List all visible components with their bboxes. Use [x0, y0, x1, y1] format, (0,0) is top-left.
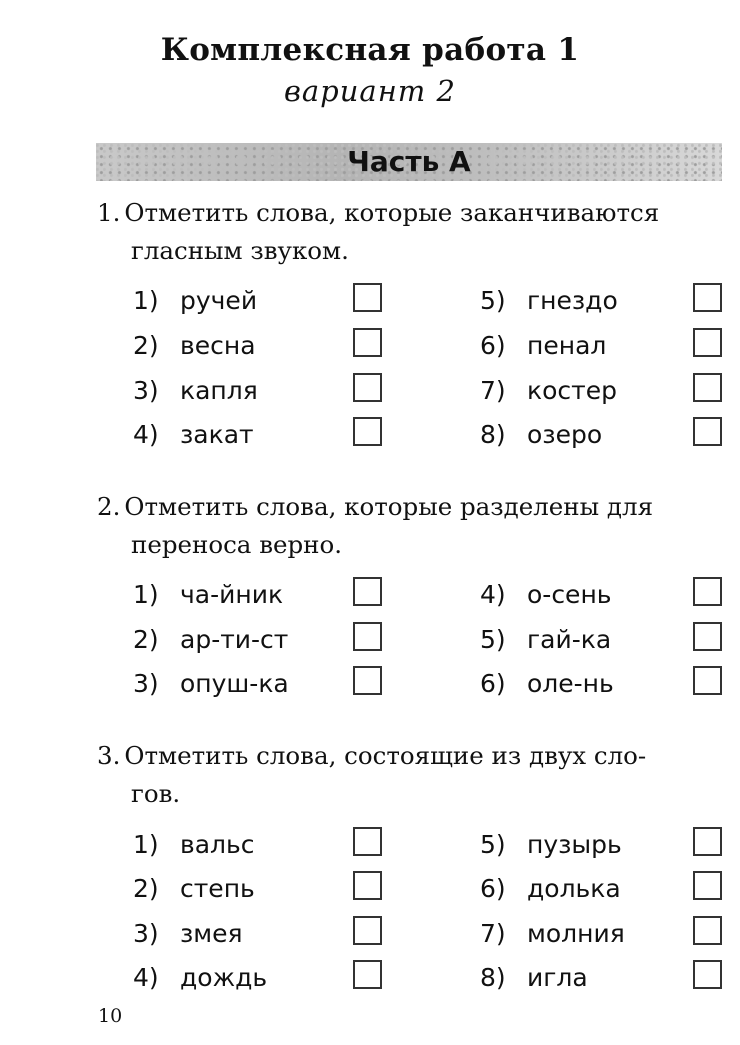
answer-checkbox[interactable]: [353, 871, 382, 900]
option-word: молния: [527, 919, 625, 948]
answer-option: [133, 622, 288, 658]
option-word: ча-йник: [180, 580, 284, 609]
option-word: дождь: [180, 963, 268, 992]
answer-option: [480, 283, 618, 319]
answer-checkbox[interactable]: [353, 373, 382, 402]
option-word: пузырь: [527, 830, 622, 859]
option-word: ручей: [180, 286, 258, 315]
answer-checkbox[interactable]: [693, 577, 722, 606]
answer-checkbox[interactable]: [353, 328, 382, 357]
answer-checkbox[interactable]: [353, 622, 382, 651]
option-number: 5): [480, 286, 506, 315]
option-number: 2): [133, 625, 159, 654]
option-number: 6): [480, 331, 506, 360]
option-word: опуш-ка: [180, 669, 289, 698]
answer-option: [480, 328, 606, 364]
answer-checkbox[interactable]: [693, 916, 722, 945]
answer-option: [133, 871, 255, 907]
answer-option: [133, 328, 256, 364]
question-number: 3.: [97, 741, 121, 770]
option-number: 2): [133, 874, 159, 903]
option-number: 1): [133, 580, 159, 609]
answer-option: [133, 373, 258, 409]
option-number: 7): [480, 919, 506, 948]
option-word: пенал: [527, 331, 607, 360]
answer-checkbox[interactable]: [353, 666, 382, 695]
answer-checkbox[interactable]: [693, 417, 722, 446]
option-number: 4): [133, 963, 159, 992]
page-number: 10: [98, 1005, 123, 1027]
answer-option: [480, 827, 622, 863]
option-number: 8): [480, 963, 506, 992]
answer-checkbox[interactable]: [693, 328, 722, 357]
answer-option: [480, 417, 602, 453]
answer-option: [133, 960, 267, 996]
question-text: Отметить слова, которые разделены для: [124, 492, 654, 521]
option-word: капля: [180, 376, 258, 405]
answer-option: [480, 373, 617, 409]
answer-checkbox[interactable]: [353, 827, 382, 856]
answer-checkbox[interactable]: [693, 283, 722, 312]
part-label: Часть А: [347, 145, 471, 178]
option-number: 1): [133, 830, 159, 859]
option-word: весна: [180, 331, 256, 360]
part-header-band: [96, 143, 722, 181]
answer-option: [480, 960, 588, 996]
answer-option: [480, 666, 614, 702]
option-number: 8): [480, 420, 506, 449]
option-word: игла: [527, 963, 588, 992]
answer-option: [133, 666, 289, 702]
option-number: 5): [480, 830, 506, 859]
answer-option: [480, 577, 612, 613]
option-number: 6): [480, 669, 506, 698]
answer-checkbox[interactable]: [353, 577, 382, 606]
question-number: 2.: [97, 492, 121, 521]
option-word: вальс: [180, 830, 255, 859]
answer-option: [480, 871, 621, 907]
option-number: 3): [133, 376, 159, 405]
answer-checkbox[interactable]: [693, 666, 722, 695]
option-word: гнездо: [527, 286, 618, 315]
answer-option: [133, 916, 243, 952]
answer-checkbox[interactable]: [353, 417, 382, 446]
question-text: Отметить слова, которые заканчиваются: [124, 198, 660, 227]
answer-checkbox[interactable]: [693, 622, 722, 651]
option-number: 3): [133, 669, 159, 698]
option-number: 2): [133, 331, 159, 360]
question-2: [97, 488, 727, 564]
answer-option: [480, 622, 611, 658]
option-word: о-сень: [527, 580, 612, 609]
option-word: степь: [180, 874, 255, 903]
answer-checkbox[interactable]: [693, 827, 722, 856]
answer-checkbox[interactable]: [693, 373, 722, 402]
question-text-continued: гласным звуком.: [131, 236, 349, 265]
option-number: 6): [480, 874, 506, 903]
worksheet-title: Комплексная работа 1: [160, 32, 580, 68]
question-number: 1.: [97, 198, 121, 227]
answer-option: [480, 916, 625, 952]
answer-checkbox[interactable]: [693, 960, 722, 989]
option-number: 7): [480, 376, 506, 405]
answer-option: [133, 283, 257, 319]
answer-checkbox[interactable]: [693, 871, 722, 900]
option-number: 4): [480, 580, 506, 609]
option-word: долька: [527, 874, 621, 903]
option-word: озеро: [527, 420, 603, 449]
option-number: 5): [480, 625, 506, 654]
variant-subtitle: вариант 2: [284, 74, 456, 108]
question-3: [97, 737, 727, 813]
option-number: 4): [133, 420, 159, 449]
question-text-continued: гов.: [131, 779, 181, 808]
question-text-continued: переноса верно.: [131, 530, 343, 559]
option-word: змея: [180, 919, 243, 948]
option-number: 1): [133, 286, 159, 315]
option-word: гай-ка: [527, 625, 612, 654]
option-word: оле-нь: [527, 669, 614, 698]
answer-checkbox[interactable]: [353, 960, 382, 989]
answer-option: [133, 827, 255, 863]
option-word: закат: [180, 420, 254, 449]
question-text: Отметить слова, состоящие из двух сло-: [124, 741, 647, 770]
question-1: [97, 194, 727, 270]
option-word: ар-ти-ст: [180, 625, 289, 654]
answer-option: [133, 577, 283, 613]
answer-checkbox[interactable]: [353, 916, 382, 945]
answer-option: [133, 417, 254, 453]
option-number: 3): [133, 919, 159, 948]
answer-checkbox[interactable]: [353, 283, 382, 312]
option-word: костер: [527, 376, 617, 405]
